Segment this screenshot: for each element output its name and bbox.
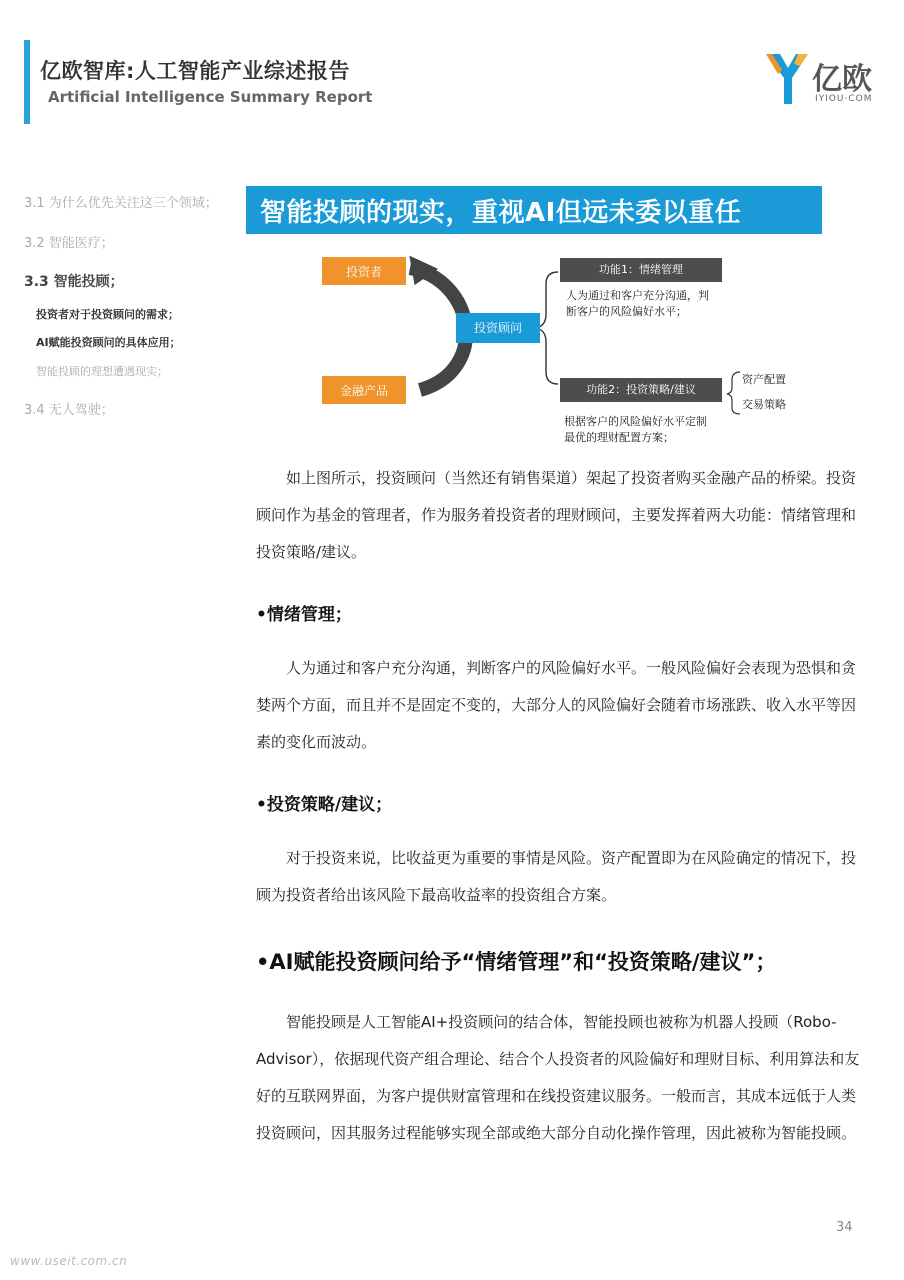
function2-desc-line1: 根据客户的风险偏好水平定制 <box>564 415 707 428</box>
paragraph-robo-advisor: 智能投顾是人工智能AI+投资顾问的结合体，智能投顾也被称为机器人投顾（Robo-Advisor），依据现代资产组合理论、结合个人投资者的风险偏好和理财目标、利用算法和友好的互联网界面，为客户提供财富管理和在线投资建议服务。一般而言，其成本远低于人类投资顾问，因其服务过程能够实现全部或绝大部分自动化操作管理，因此被称为智能投顾。 <box>256 1013 860 1142</box>
section-banner <box>246 186 822 234</box>
trading-strategy-label: 交易策略 <box>742 398 786 411</box>
advisor-box: 投资顾问 <box>456 313 540 343</box>
iyiou-logo-icon <box>762 48 812 110</box>
function1-box: 功能1：情绪管理 <box>560 258 722 282</box>
heading-emotion-management: •情绪管理； <box>256 605 352 625</box>
report-title: 亿欧智库:人工智能产业综述报告 <box>40 59 350 83</box>
paragraph-intro: 如上图所示，投资顾问（当然还有销售渠道）架起了投资者购买金融产品的桥梁。投资顾问作为基金的管理者，作为服务着投资者的理财顾问，主要发挥着两大功能：情绪管理和投资策略/建议。 <box>256 469 857 561</box>
brace-right <box>727 372 740 414</box>
logo-text: 亿欧 <box>812 62 872 97</box>
sidebar-item-3-1[interactable]: 3.1 为什么优先关注这三个领域； <box>24 196 218 211</box>
function2-desc-line2: 最优的理财配置方案； <box>564 431 674 444</box>
sidebar-item-3-4[interactable]: 3.4 无人驾驶； <box>24 403 114 418</box>
header-accent-bar <box>24 40 30 124</box>
sidebar-item-3-2[interactable]: 3.2 智能医疗； <box>24 236 114 251</box>
investor-box: 投资者 <box>322 257 406 285</box>
paragraph-emotion: 人为通过和客户充分沟通，判断客户的风险偏好水平。一般风险偏好会表现为恐惧和贪婪两个方面，而且并不是固定不变的，大部分人的风险偏好会随着市场涨跌、收入水平等因素的变化而波动。 <box>256 659 857 751</box>
paragraph-strategy: 对于投资来说，比收益更为重要的事情是风险。资产配置即为在风险确定的情况下，投顾为投资者给出该风险下最高收益率的投资组合方案。 <box>256 849 857 904</box>
report-subtitle: Artificial Intelligence Summary Report <box>48 88 373 106</box>
logo-subtext: IYIOU·COM <box>815 94 873 104</box>
function1-desc-line1: 人为通过和客户充分沟通，判 <box>566 289 709 302</box>
sidebar-subitem-ideal-vs-reality[interactable]: 智能投顾的理想遭遇现实； <box>36 365 168 378</box>
sidebar-item-3-3[interactable]: 3.3 智能投顾； <box>24 274 124 290</box>
heading-investment-strategy: •投资策略/建议； <box>256 795 393 815</box>
heading-ai-empowerment: •AI赋能投资顾问给予“情绪管理”和“投资策略/建议”； <box>256 950 777 974</box>
function1-desc-line2: 断客户的风险偏好水平； <box>566 305 687 318</box>
sidebar-subitem-ai-application[interactable]: AI赋能投资顾问的具体应用； <box>36 336 181 349</box>
page-number: 34 <box>836 1220 853 1235</box>
asset-allocation-label: 资产配置 <box>742 373 786 386</box>
financial-product-box: 金融产品 <box>322 376 406 404</box>
sidebar-subitem-investor-needs[interactable]: 投资者对于投资顾问的需求； <box>36 308 179 321</box>
function2-box: 功能2：投资策略/建议 <box>560 378 722 402</box>
banner-title: 智能投顾的现实，重视AI但远未委以重任 <box>260 198 742 228</box>
watermark: www.useit.com.cn <box>10 1254 128 1268</box>
